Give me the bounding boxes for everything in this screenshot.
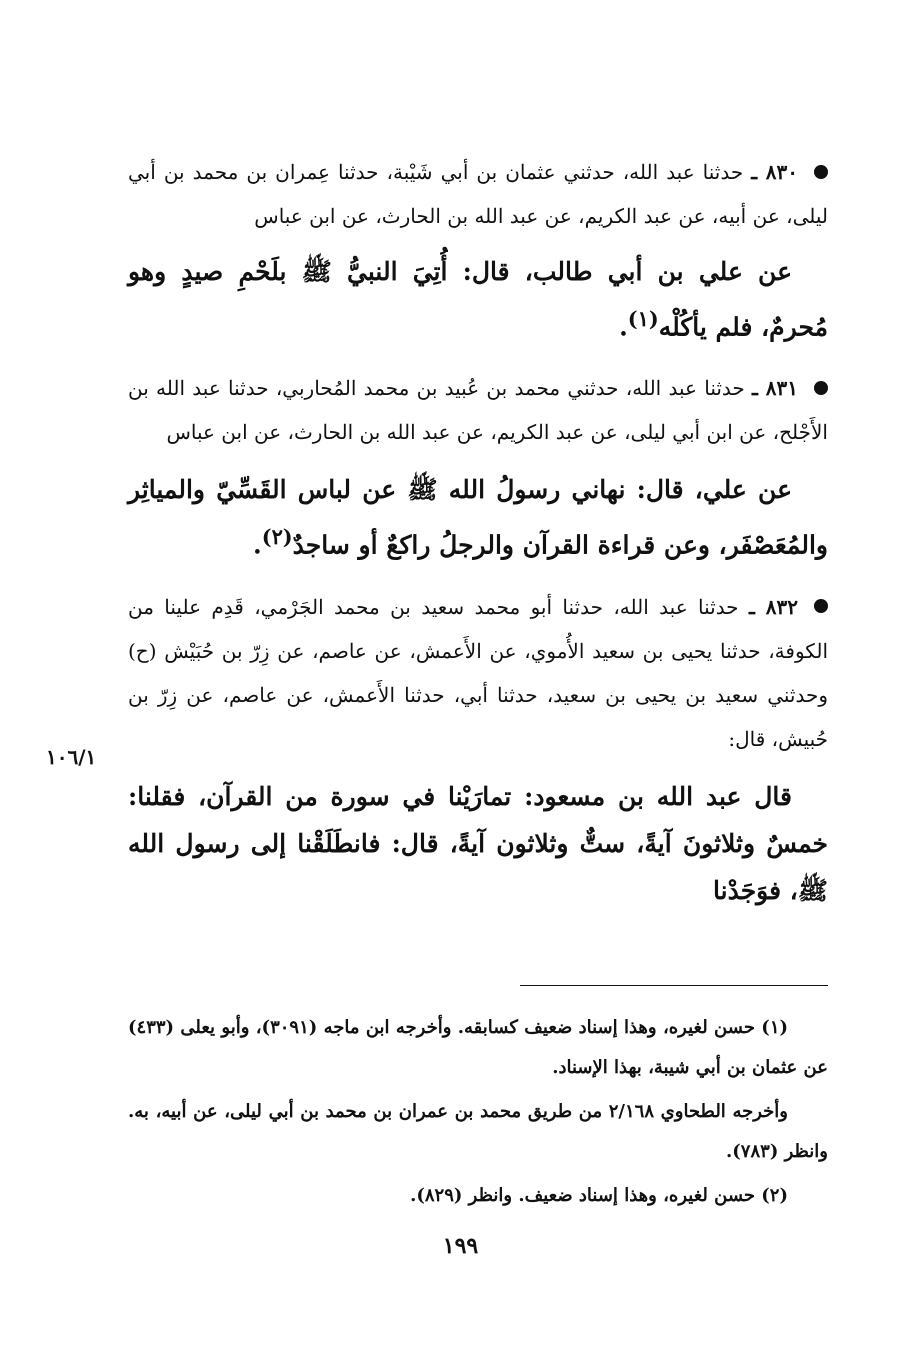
hadith-matn: عن علي بن أبي طالب، قال: أُتِيَ النبيُّ ﷺ بلَحْمِ صيدٍ وهو مُحرمٌ، فلم يأكُلْه$^{(١)}$. <box>128 257 828 342</box>
matn-text: عن علي بن أبي طالب، قال: أُتِيَ النبيُّ ﷺ بلَحْمِ صيدٍ وهو مُحرمٌ، فلم يأكُلْه <box>128 257 828 342</box>
isnad-text: حدثنا عبد الله، حدثنا أبو محمد سعيد بن محمد الجَرْمي، قَدِم علينا من الكوفة، حدثنا يحيى بن سعيد الأُموي، عن الأَعمش، عن عاصم، عن زِرّ بن حُبَيْش (ح) وحدثني سعيد بن يحيى بن سعيد، حدثنا أبي، حدثنا الأَعمش، عن عاصم، عن زِرّ بن حُبيش، قال: <box>128 594 828 751</box>
hadith-831 <box>128 366 828 568</box>
margin-reference: ١٠٦/١ <box>46 745 97 769</box>
bullet-icon <box>814 165 828 179</box>
matn-text: عن علي، قال: نهاني رسولُ الله ﷺ عن لباس القَسِّيّ والمياثِر والمُعَصْفَر، وعن قراءة القرآن والرجلُ راكعٌ أو ساجدٌ <box>128 475 828 560</box>
hadith-matn <box>128 773 828 914</box>
footnote-ref[interactable]: (١) <box>627 306 659 331</box>
isnad-text: حدثنا عبد الله، حدثني محمد بن عُبيد بن محمد المُحاربي، حدثنا عبد الله بن الأَجْلح، عن ابن أبي ليلى، عن عبد الكريم، عن عبد الله بن الحارث، عن ابن عباس <box>128 376 828 445</box>
footnote-1: (١) حسن لغيره، وهذا إسناد ضعيف كسابقه. وأخرجه ابن ماجه (٣٠٩١)، وأبو يعلى (٤٣٣) عن عثمان بن أبي شيبة، بهذا الإسناد. <box>128 1017 828 1078</box>
footnote-ref[interactable]: (٢) <box>261 524 293 550</box>
hadith-number: ٨٣٠ ـ <box>751 160 799 184</box>
footnote-1-continued: وأخرجه الطحاوي ٢/١٦٨ من طريق محمد بن عمران بن محمد بن أبي ليلى، عن أبيه، به. وانظر (٧٨٣). <box>128 1101 828 1162</box>
isnad-text: حدثنا عبد الله، حدثني عثمان بن أبي شَيْبة، حدثنا عِمران بن محمد بن أبي ليلى، عن أبيه، عن عبد الكريم، عن عبد الله بن الحارث، عن ابن عباس <box>128 160 828 228</box>
hadith-830 <box>128 150 828 350</box>
page-number: ١٩٩ <box>442 1233 479 1259</box>
hadith-isnad <box>128 585 828 761</box>
hadith-832 <box>128 585 828 914</box>
matn-text: قال عبد الله بن مسعود: تمارَيْنا في سورة من القرآن، فقلنا: خمسٌ وثلاثونَ آيةً، ستٌّ وثلاثون آيةً، قال: فانطَلَقْنا إلى رسول الله ﷺ، فوَجَدْنا <box>128 781 828 905</box>
hadith-isnad <box>128 366 828 454</box>
footnote-divider <box>520 985 828 986</box>
hadith-number: ٨٣٢ ـ <box>748 594 799 619</box>
footnotes <box>128 1008 828 1220</box>
footnote-2: (٢) حسن لغيره، وهذا إسناد ضعيف. وانظر (٨٢٩). <box>410 1185 788 1206</box>
main-text <box>128 150 828 930</box>
bullet-icon <box>814 599 828 613</box>
bullet-icon <box>814 381 828 395</box>
hadith-number: ٨٣١ ـ <box>752 376 799 401</box>
hadith-isnad <box>128 150 828 238</box>
hadith-matn: عن علي، قال: نهاني رسولُ الله ﷺ عن لباس القَسِّيّ والمياثِر والمُعَصْفَر، وعن قراءة القرآن والرجلُ راكعٌ أو ساجدٌ$^{(٢)}$. <box>128 475 828 560</box>
